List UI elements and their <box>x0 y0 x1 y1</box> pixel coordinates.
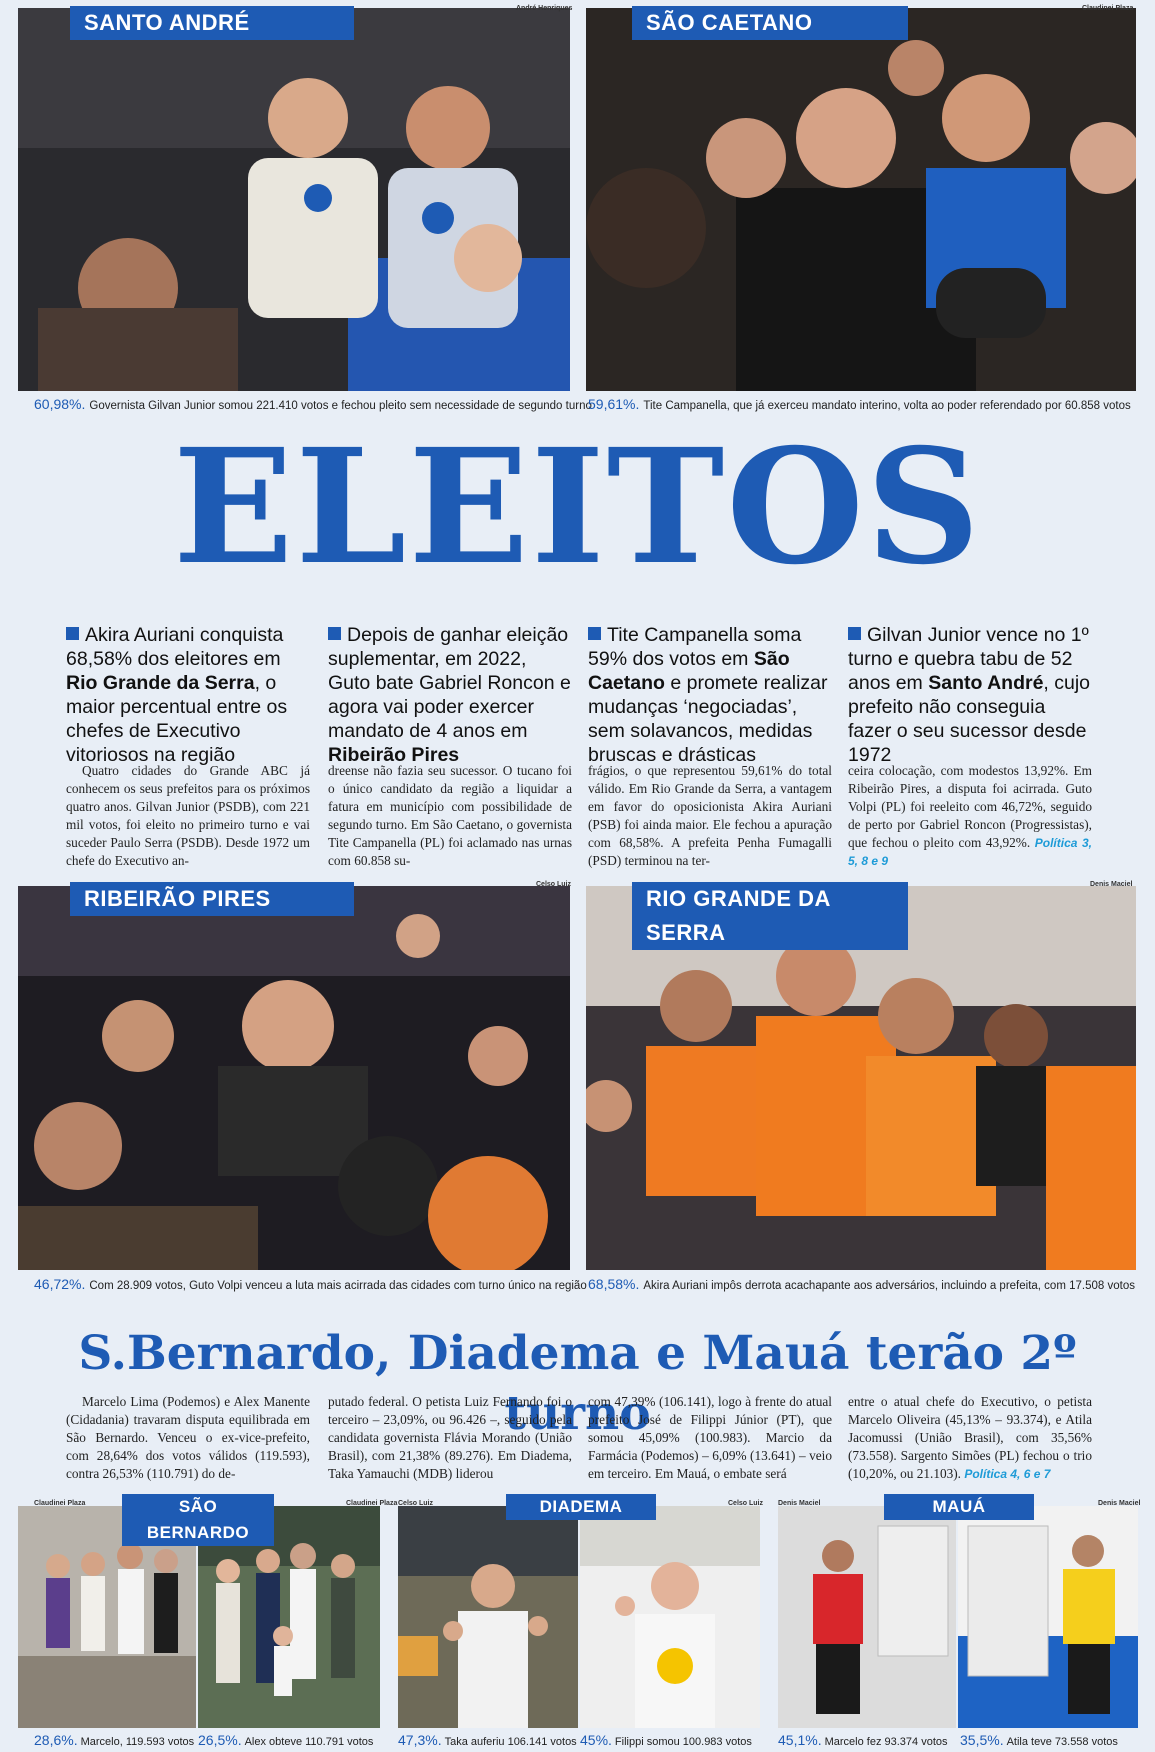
body-bottom-col-3: com 47,39% (106.141), logo à frente do atual prefeito José de Filippi Júnior (PT), que somou 45,09% (100.983). Marcio da Farmácia (Podemos) – 6,09% (13.641) – veio em terceiro. Em Mauá, o embate será <box>588 1394 832 1481</box>
body-col-1: Quatro cidades do Grande ABC já conhecem os seus prefeitos para os próximos quatro anos. Gilvan Junior (PSDB), com 221 mil votos, foi eleito no primeiro turno e vai suceder Paulo Serra (PSDB). Desde 1972 um chefe do Executivo an- <box>66 763 310 868</box>
caption-ribeirao-pires <box>34 1276 587 1292</box>
tag-maua: MAUÁ <box>884 1494 1034 1520</box>
caption-pct: 68,58%. <box>588 1276 640 1292</box>
caption-sao-bernardo-1: 28,6%. Marcelo, 119.593 votos <box>34 1732 195 1748</box>
page-reference: Política 3, 5, 8 e 9 <box>848 836 1093 868</box>
deck-rio-grande: Akira Auriani conquista 68,58% dos eleitores em Rio Grande da Serra, o maior percentual entre os chefes de Executivo vitoriosos na região <box>66 624 288 766</box>
caption-sao-bernardo-2: 26,5%. Alex obteve 110.791 votos <box>198 1732 374 1748</box>
caption-pct: 59,61%. <box>588 396 640 412</box>
tag-sao-caetano: SÃO CAETANO <box>632 6 908 40</box>
credit-maua-1: Denis Maciel <box>778 1500 821 1507</box>
caption-diadema-2: 45%. Filippi somou 100.983 votos <box>580 1732 752 1748</box>
credit-sao-caetano: Claudinei Plaza <box>1082 5 1134 12</box>
body-col-4: ceira colocação, com modestos 13,92%. Em Ribeirão Pires, a disputa foi acirrada. Guto Volpi (PL) foi reeleito com 46,72%, seguido de perto por Gabriel Roncon (Progressistas), que fechou o pleito com 43,92%. Política 3, 5, 8 e 9 <box>848 763 1093 868</box>
photo-diadema-filippi <box>580 1506 760 1728</box>
credit-diadema-1: Celso Luiz <box>398 1500 434 1507</box>
caption-text: Governista Gilvan Junior somou 221.410 votos e fechou pleito sem necessidade de segundo turno <box>89 400 592 412</box>
caption-text: Com 28.909 votos, Guto Volpi venceu a luta mais acirrada das cidades com turno único na região <box>89 1280 587 1292</box>
main-headline: ELEITOS <box>172 415 983 600</box>
photo-ribeirao-pires <box>18 886 570 1270</box>
deck-santo-andre: Gilvan Junior vence no 1º turno e quebra tabu de 52 anos em Santo André, cujo prefeito não conseguia fazer o seu sucessor desde 1972 <box>848 624 1091 766</box>
photo-santo-andre <box>18 8 570 391</box>
tag-diadema: DIADEMA <box>506 1494 656 1520</box>
credit-maua-2: Denis Maciel <box>1098 1500 1141 1507</box>
tag-rio-grande-da-serra: RIO GRANDE DA SERRA <box>632 882 908 950</box>
tag-santo-andre: SANTO ANDRÉ <box>70 6 354 40</box>
credit-rio-grande-da-serra: Denis Maciel <box>1090 881 1133 888</box>
credit-ribeirao-pires: Celso Luiz <box>536 881 572 888</box>
subheadline: S.Bernardo, Diadema e Mauá terão 2º turno <box>78 1326 1077 1441</box>
square-bullet-icon <box>66 627 79 640</box>
caption-pct: 46,72%. <box>34 1276 86 1292</box>
credit-diadema-2: Celso Luiz <box>728 1500 764 1507</box>
credit-santo-andre: André Henriques <box>516 5 573 12</box>
caption-text: Tite Campanella, que já exerceu mandato interino, volta ao poder referendado por 60.858 votos <box>643 400 1131 412</box>
caption-text: Akira Auriani impôs derrota acachapante aos adversários, incluindo a prefeita, com 17.508 votos <box>643 1280 1135 1292</box>
credit-sao-bernardo-2: Claudinei Plaza <box>346 1500 398 1507</box>
caption-pct: 60,98%. <box>34 396 86 412</box>
deck-ribeirao: Depois de ganhar eleição suplementar, em 2022, Guto bate Gabriel Roncon e agora vai poder exercer mandato de 4 anos em Ribeirão Pires <box>328 624 571 766</box>
deck-sao-caetano: Tite Campanella soma 59% dos votos em São Caetano e promete realizar mudanças ‘negociadas’, sem solavancos, medidas bruscas e drásticas <box>588 624 828 766</box>
square-bullet-icon <box>328 627 341 640</box>
caption-santo-andre <box>34 396 592 412</box>
body-bottom-col-4: entre o atual chefe do Executivo, o petista Marcelo Oliveira (45,13% – 93.374), e Atila Jacomussi (União Brasil), com 35,56% (73.558). Sargento Simões (PL) fechou o trio (10,20%, ou 21.103). Política 4, 6 e 7 <box>848 1394 1092 1481</box>
photo-diadema-taka <box>398 1506 578 1728</box>
page-reference: Política 4, 6 e 7 <box>964 1467 1051 1481</box>
photo-maua-marcelo <box>778 1506 956 1728</box>
caption-sao-caetano <box>588 396 1131 412</box>
photo-sao-caetano <box>586 8 1136 391</box>
credit-sao-bernardo-1: Claudinei Plaza <box>34 1500 86 1507</box>
caption-diadema-1: 47,3%. Taka auferiu 106.141 votos <box>398 1732 577 1748</box>
body-col-3: frágios, o que representou 59,61% do total válido. Em Rio Grande da Serra, a vantagem em favor do oposicionista Akira Auriani (PSB) foi ainda maior. Ele fechou a apuração com 68,58%. A prefeita Penha Fumagalli (PSD) terminou na ter- <box>588 763 832 868</box>
square-bullet-icon <box>848 627 861 640</box>
body-bottom-col-1: Marcelo Lima (Podemos) e Alex Manente (Cidadania) travaram disputa equilibrada em São Bernardo. Venceu o ex-vice-prefeito, com 28,64% dos votos válidos (119.593), contra 26,53% (110.791) do de- <box>66 1394 310 1481</box>
body-col-2: dreense não fazia seu sucessor. O tucano foi o único candidato da região a liquidar a fatura em município com possibilidade de segundo turno. Em São Caetano, o governista Tite Campanella (PL) foi aclamado nas urnas com 60.858 su- <box>328 763 572 868</box>
body-bottom-col-2: putado federal. O petista Luiz Fernando foi o terceiro – 23,09%, ou 96.426 –, seguido pela candidata governista Flávia Morando (União Brasil), com 21,38% (89.276). Em Diadema, Taka Yamauchi (MDB) liderou <box>328 1394 572 1481</box>
square-bullet-icon <box>588 627 601 640</box>
caption-maua-1: 45,1%. Marcelo fez 93.374 votos <box>778 1732 948 1748</box>
tag-sao-bernardo: SÃO BERNARDO <box>122 1494 274 1546</box>
caption-rio-grande-da-serra <box>588 1276 1135 1292</box>
caption-maua-2: 35,5%. Atila teve 73.558 votos <box>960 1732 1118 1748</box>
tag-ribeirao-pires: RIBEIRÃO PIRES <box>70 882 354 916</box>
photo-maua-atila <box>958 1506 1138 1728</box>
